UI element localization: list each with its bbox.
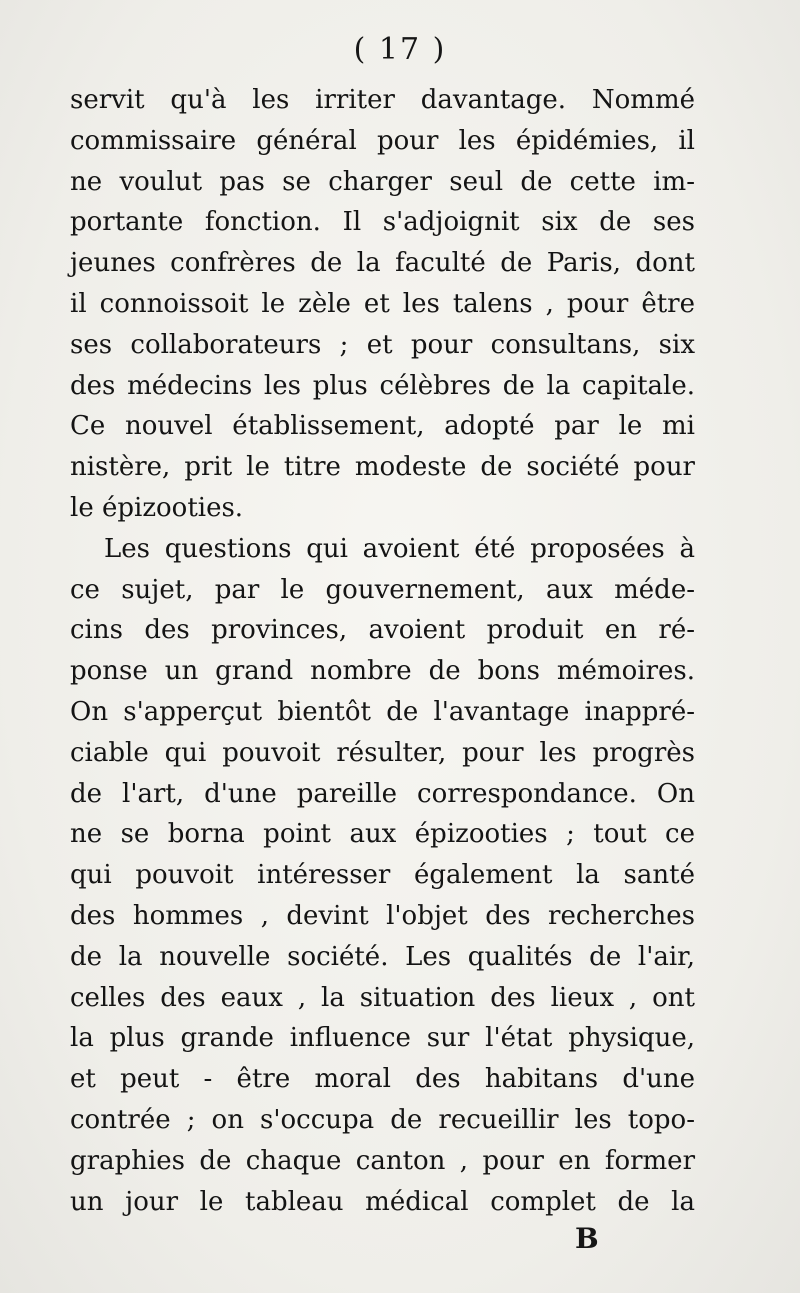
body-text (70, 80, 695, 1222)
text-line: portante fonction. Il s'adjoignit six de ses (70, 207, 695, 238)
paragraph-1 (70, 80, 695, 529)
text-line: ciable qui pouvoit résulter, pour les progrès (70, 737, 695, 768)
text-line: celles des eaux , la situation des lieux , ont (70, 982, 695, 1013)
text-line: graphies de chaque canton , pour en former (70, 1145, 695, 1176)
text-line: de l'art, d'une pareille correspondance. On (70, 778, 695, 809)
text-line: nistère, prit le titre modeste de société pour (70, 452, 695, 483)
signature-mark: B (575, 1222, 599, 1255)
text-line: On s'apperçut bientôt de l'avantage inappré- (70, 696, 695, 727)
text-line: qui pouvoit intéresser également la santé (70, 860, 695, 891)
text-line: ponse un grand nombre de bons mémoires. (70, 656, 695, 687)
paragraph-2 (70, 529, 695, 1223)
text-line: de la nouvelle société. Les qualités de l'air, (70, 941, 695, 972)
text-line: Les questions qui avoient été proposées à (104, 533, 695, 564)
text-line: cins des provinces, avoient produit en ré- (70, 615, 695, 646)
text-line: des médecins les plus célèbres de la capitale. (70, 370, 695, 401)
text-line: servit qu'à les irriter davantage. Nommé (70, 85, 695, 115)
text-line: la plus grande influence sur l'état physique, (70, 1023, 695, 1054)
text-line: jeunes confrères de la faculté de Paris, dont (70, 248, 695, 279)
text-line: Ce nouvel établissement, adopté par le mi (70, 411, 695, 442)
text-line: le épizooties. (70, 492, 244, 523)
text-line: ne se borna point aux épizooties ; tout ce (70, 819, 695, 850)
text-line: ce sujet, par le gouvernement, aux méde- (70, 574, 695, 605)
text-line: ses collaborateurs ; et pour consultans, six (70, 329, 695, 360)
text-line: ne voulut pas se charger seul de cette im- (70, 166, 695, 197)
text-line: des hommes , devint l'objet des recherches (70, 900, 695, 931)
text-line: commissaire général pour les épidémies, il (70, 125, 695, 156)
text-line: et peut - être moral des habitans d'une (70, 1064, 695, 1095)
text-line: contrée ; on s'occupa de recueillir les topo- (70, 1104, 695, 1135)
text-line: il connoissoit le zèle et les talens , pour être (70, 288, 695, 319)
page-number: ( 17 ) (353, 32, 447, 67)
text-line: un jour le tableau médical complet de la (70, 1186, 695, 1217)
